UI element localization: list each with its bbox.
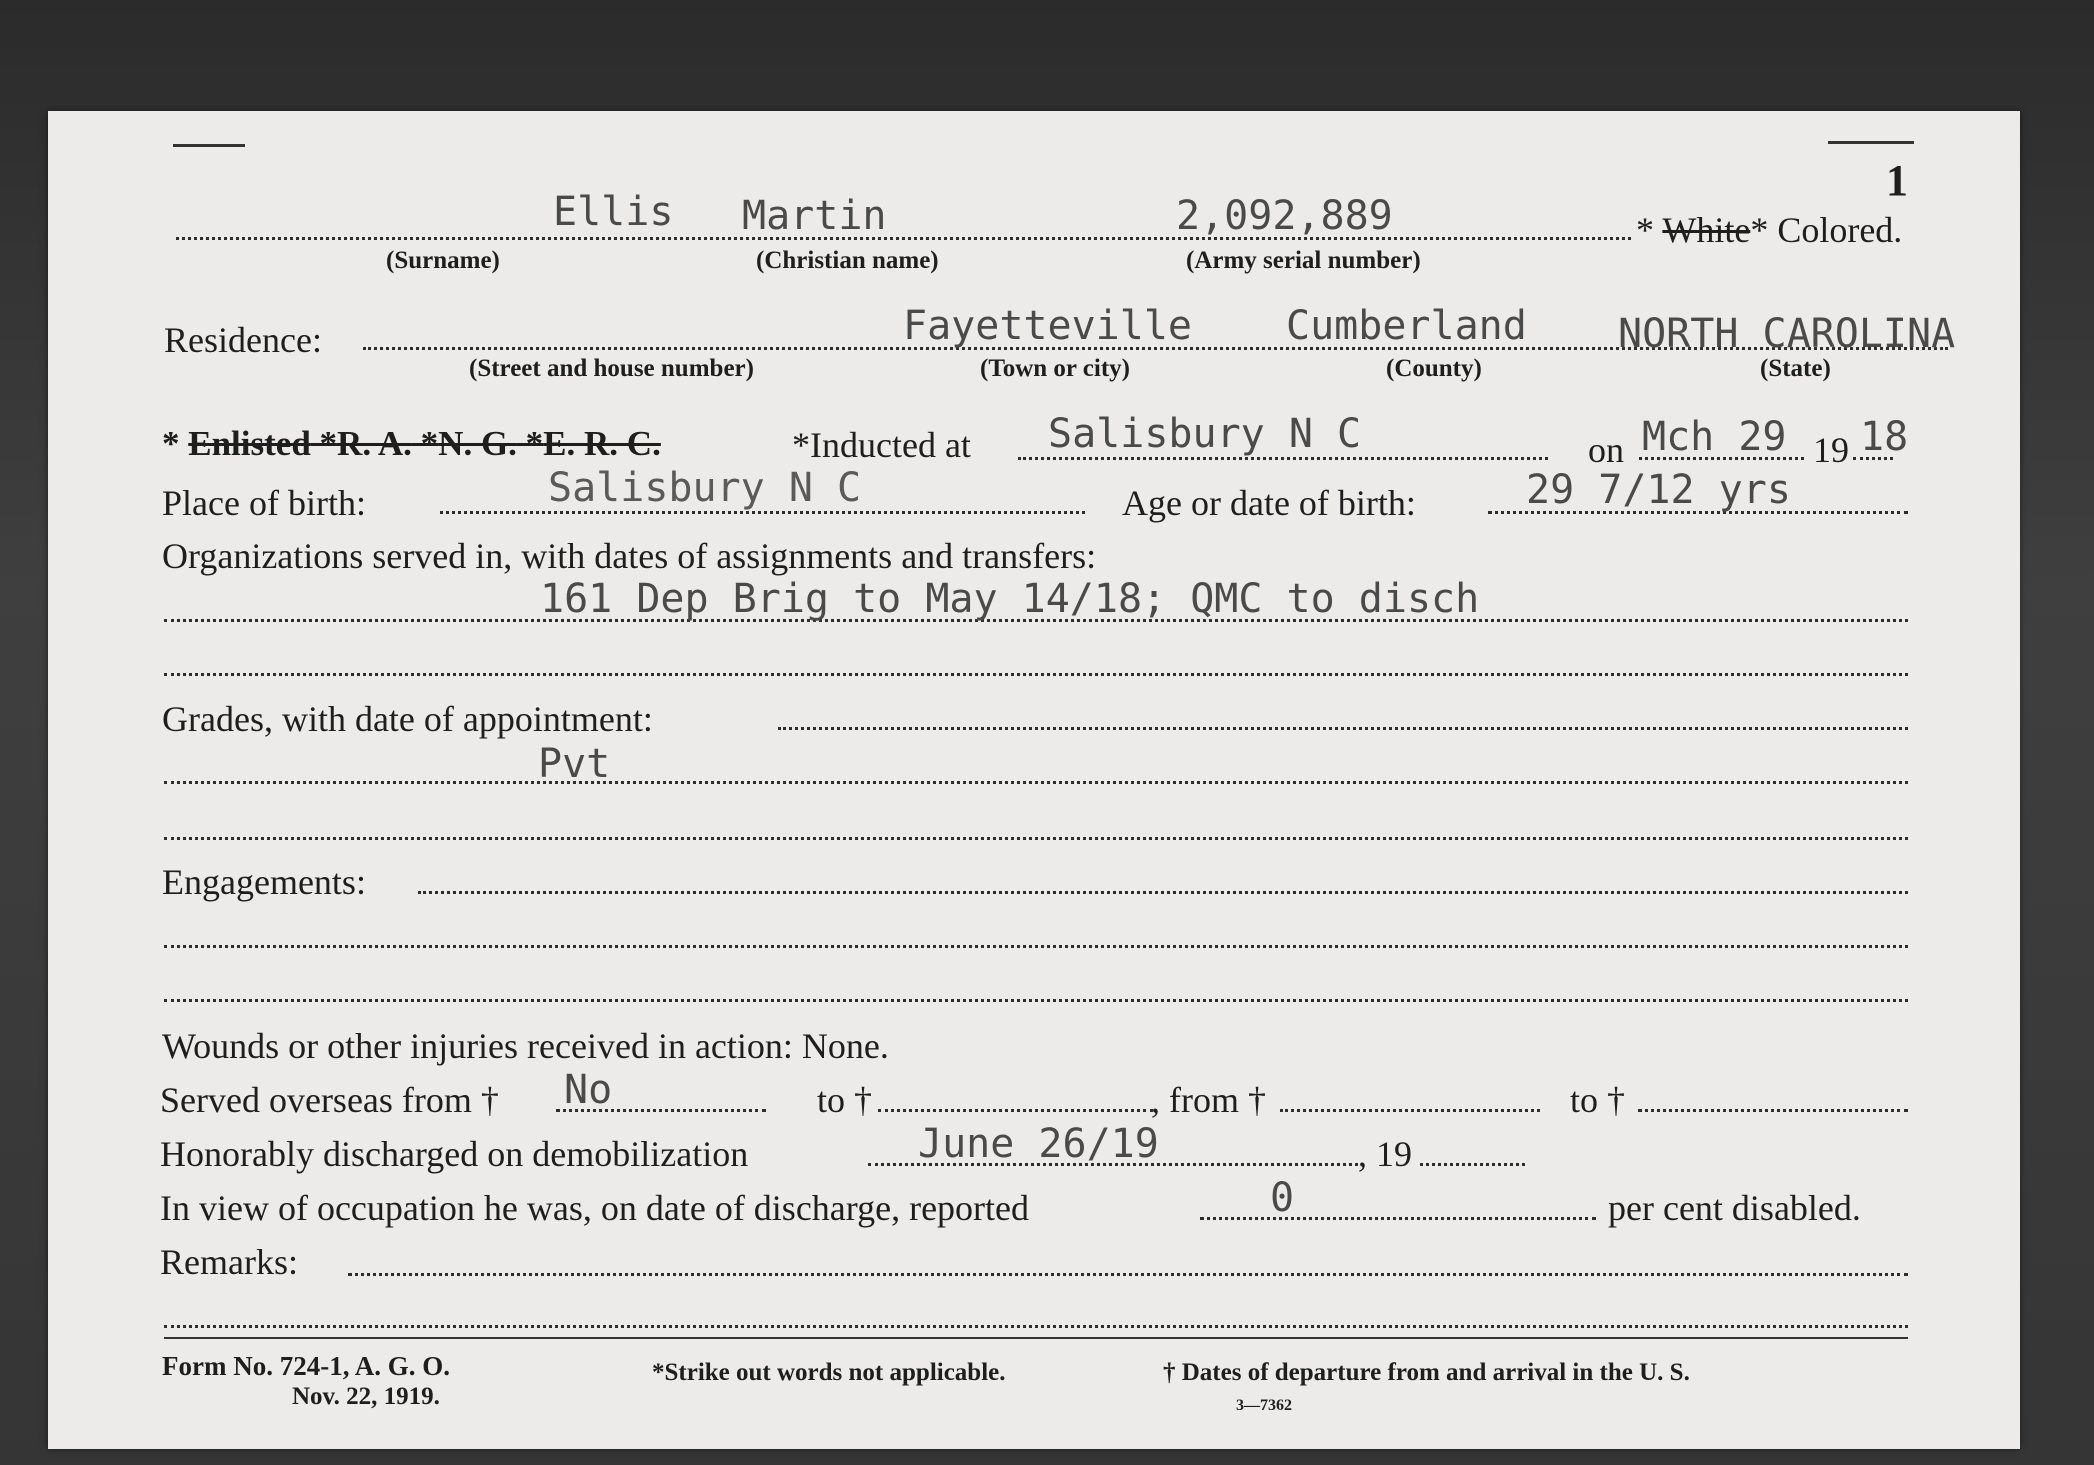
- residence-label: Residence:: [164, 320, 322, 360]
- footer-rule: [164, 1337, 1908, 1339]
- race-white-struck: White: [1662, 210, 1751, 250]
- form-number: Form No. 724-1, A. G. O.: [162, 1351, 450, 1381]
- place-of-birth-line: [440, 511, 1085, 514]
- occupation-label: In view of occupation he was, on date of discharge, reported: [160, 1188, 1030, 1228]
- age-label: Age or date of birth:: [1122, 483, 1416, 523]
- county-value: Cumberland: [1286, 303, 1527, 349]
- serial-number-value: 2,092,889: [1176, 193, 1393, 239]
- overseas-from2-line: [1280, 1109, 1540, 1112]
- state-value: NORTH CAROLINA: [1618, 311, 1956, 357]
- print-code: 3—7362: [1236, 1397, 1292, 1414]
- overseas-to-label: to †: [817, 1080, 873, 1120]
- card-number: 1: [1886, 156, 1908, 205]
- ra-struck: R. A.: [337, 424, 412, 463]
- top-left-rule: [173, 144, 245, 147]
- place-of-birth-label: Place of birth:: [162, 483, 366, 523]
- erc-struck: E. R. C.: [543, 424, 661, 463]
- inducted-line: [1018, 457, 1548, 460]
- county-label: (County): [1386, 355, 1482, 382]
- overseas-label: Served overseas from †: [160, 1080, 499, 1120]
- organizations-line-2: [164, 673, 1908, 676]
- grade-value: Pvt: [538, 741, 611, 787]
- age-value: 29 7/12 yrs: [1526, 467, 1791, 513]
- strike-note: *Strike out words not applicable.: [652, 1359, 1006, 1386]
- engagements-line-1: [418, 891, 1908, 894]
- discharged-year-suffix: , 19: [1358, 1134, 1412, 1174]
- inducted-year-value: 18: [1860, 414, 1909, 460]
- inducted-label: *Inducted at: [792, 425, 971, 465]
- percent-disabled-value: 0: [1270, 1175, 1295, 1221]
- remarks-line-2: [164, 1325, 1908, 1328]
- top-right-rule: [1828, 141, 1914, 144]
- engagements-line-2: [164, 945, 1908, 948]
- remarks-line-1: [348, 1273, 1908, 1276]
- form-date: Nov. 22, 1919.: [292, 1383, 440, 1410]
- surname-label: (Surname): [386, 247, 500, 274]
- enlistment-type-field: * Enlisted *R. A. *N. G. *E. R. C.: [162, 424, 661, 463]
- discharged-year-line: [1420, 1163, 1525, 1166]
- race-colored: Colored.: [1777, 210, 1903, 250]
- race-field: * White* Colored.: [1636, 210, 1903, 250]
- inducted-date-value: Mch 29: [1642, 414, 1787, 460]
- grades-line-2: [164, 781, 1908, 784]
- year-prefix: 19: [1813, 430, 1849, 470]
- discharged-date-value: June 26/19: [918, 1121, 1159, 1167]
- service-record-card: [48, 111, 2020, 1449]
- disabled-label: per cent disabled.: [1608, 1188, 1861, 1228]
- organizations-value: 161 Dep Brig to May 14/18; QMC to disch: [540, 576, 1480, 622]
- overseas-from2-label: , from †: [1151, 1080, 1266, 1120]
- inducted-at-value: Salisbury N C: [1048, 411, 1362, 457]
- grades-label: Grades, with date of appointment:: [162, 699, 653, 739]
- overseas-to-line: [878, 1109, 1153, 1112]
- enlisted-struck: Enlisted: [188, 424, 311, 463]
- engagements-line-3: [164, 999, 1908, 1002]
- wounds-label: Wounds or other injuries received in action: None.: [162, 1026, 889, 1066]
- place-of-birth-value: Salisbury N C: [548, 465, 862, 511]
- overseas-to2-line: [1638, 1109, 1908, 1112]
- town-label: (Town or city): [980, 355, 1130, 382]
- remarks-label: Remarks:: [160, 1242, 298, 1282]
- town-value: Fayetteville: [903, 303, 1192, 349]
- grades-line-1: [778, 727, 1908, 730]
- on-label: on: [1588, 430, 1624, 470]
- overseas-to2-label: to †: [1570, 1080, 1626, 1120]
- grades-line-3: [164, 837, 1908, 840]
- discharged-label: Honorably discharged on demobilization: [160, 1134, 749, 1174]
- organizations-label: Organizations served in, with dates of assignments and transfers:: [162, 536, 1097, 576]
- overseas-from-value: No: [564, 1067, 613, 1113]
- serial-number-label: (Army serial number): [1186, 247, 1421, 274]
- ng-struck: N. G.: [438, 424, 517, 463]
- christian-name-value: Martin: [742, 193, 887, 239]
- dates-note: † Dates of departure from and arrival in the U. S.: [1163, 1359, 1690, 1386]
- engagements-label: Engagements:: [162, 862, 366, 902]
- state-label: (State): [1760, 355, 1831, 382]
- disabled-line: [1200, 1217, 1596, 1220]
- christian-name-label: (Christian name): [756, 247, 939, 274]
- street-label: (Street and house number): [469, 355, 754, 382]
- surname-value: Ellis: [553, 189, 674, 235]
- name-line: [176, 237, 1631, 240]
